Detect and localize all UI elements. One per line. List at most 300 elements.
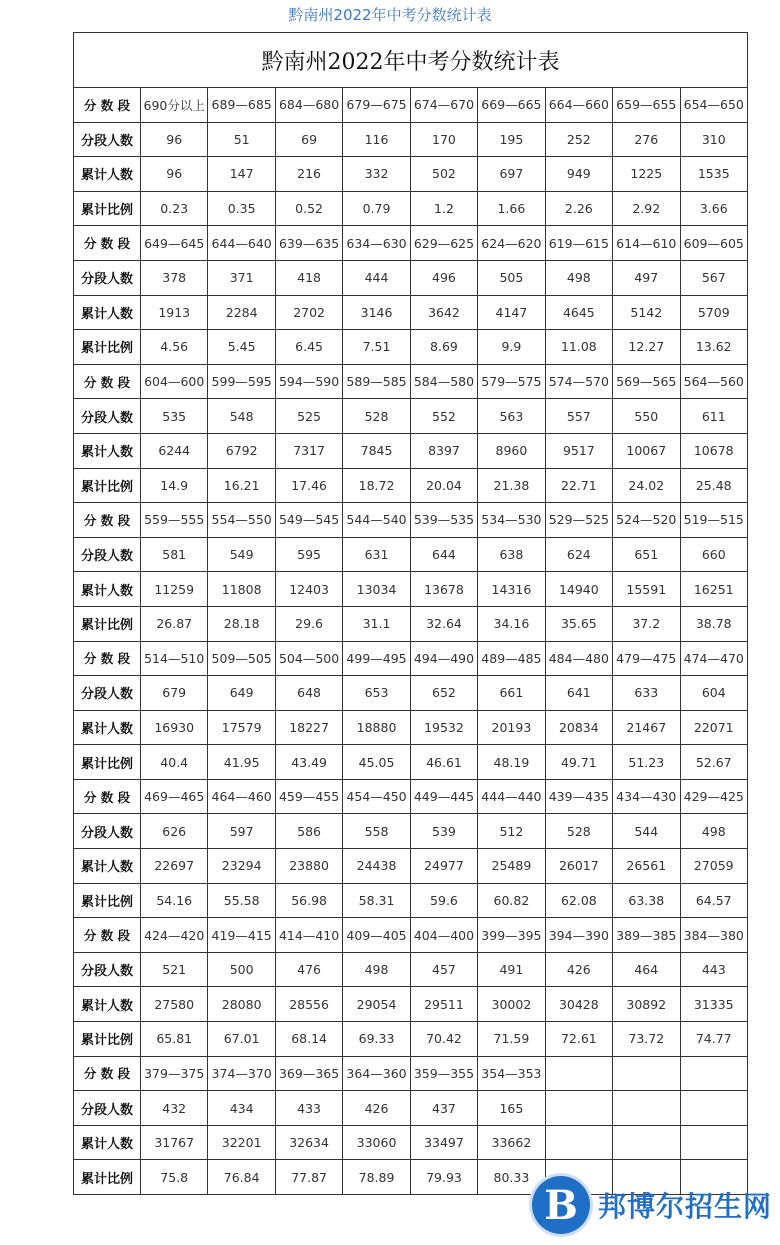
cell-count: 558 [343,814,410,849]
cell-ratio: 3.66 [680,191,748,226]
cell-count: 604 [680,676,748,711]
cell-ratio: 12.27 [613,330,680,365]
cell-count: 476 [275,952,342,987]
cell-range: 664—660 [545,88,612,123]
cell-ratio: 68.14 [275,1022,342,1057]
cell-ratio: 2.92 [613,191,680,226]
cell-count: 96 [141,122,208,157]
row-range [74,918,748,953]
cell-range: 534—530 [478,503,545,538]
cell-range: 629—625 [410,226,477,261]
cell-cumulative: 18227 [275,710,342,745]
row-label-ratio: 累计比例 [74,606,141,641]
cell-range: 564—560 [680,364,748,399]
watermark-logo-icon: B [532,1176,590,1234]
cell-ratio: 25.48 [680,468,748,503]
cell-ratio: 73.72 [613,1022,680,1057]
cell-range: 679—675 [343,88,410,123]
cell-count: 496 [410,260,477,295]
cell-count: 500 [208,952,275,987]
cell-ratio: 69.33 [343,1022,410,1057]
row-label-range: 分 数 段 [74,918,141,953]
cell-count: 552 [410,399,477,434]
cell-cumulative: 28080 [208,987,275,1022]
cell-ratio: 26.87 [141,606,208,641]
cell-range: 414—410 [275,918,342,953]
cell-range: 669—665 [478,88,545,123]
watermark-text: 邦博尔招生网 [598,1190,773,1223]
cell-cumulative: 26561 [613,849,680,884]
cell-count: 581 [141,537,208,572]
cell-count: 652 [410,676,477,711]
row-label-ratio: 累计比例 [74,191,141,226]
cell-ratio: 35.65 [545,606,612,641]
cell-ratio: 0.23 [141,191,208,226]
cell-range: 449—445 [410,779,477,814]
cell-range: 539—535 [410,503,477,538]
row-ratio [74,468,748,503]
cell-range: 594—590 [275,364,342,399]
cell-range: 639—635 [275,226,342,261]
cell-cumulative: 17579 [208,710,275,745]
cell-ratio: 67.01 [208,1022,275,1057]
cell-count: 626 [141,814,208,849]
cell-cumulative: 10678 [680,433,748,468]
row-label-count: 分段人数 [74,676,141,711]
cell-range: 499—495 [343,641,410,676]
row-ratio [74,191,748,226]
cell-ratio: 51.23 [613,745,680,780]
row-count [74,122,748,157]
cell-range: 554—550 [208,503,275,538]
cell-ratio: 32.64 [410,606,477,641]
cell-range: 519—515 [680,503,748,538]
cell-count: 491 [478,952,545,987]
cell-range: 614—610 [613,226,680,261]
cell-ratio: 1.66 [478,191,545,226]
row-cumulative [74,433,748,468]
cell-range: 419—415 [208,918,275,953]
cell-ratio: 0.52 [275,191,342,226]
cell-ratio: 78.89 [343,1160,410,1195]
cell-cumulative: 3146 [343,295,410,330]
row-range [74,364,748,399]
cell-cumulative: 24977 [410,849,477,884]
score-table-sheet [73,32,748,1195]
cell-count: 550 [613,399,680,434]
cell-count: 434 [208,1091,275,1126]
cell-range: 479—475 [613,641,680,676]
cell-cumulative: 7317 [275,433,342,468]
cell-range: 409—405 [343,918,410,953]
cell-range: 584—580 [410,364,477,399]
cell-cumulative: 29054 [343,987,410,1022]
cell-count: 611 [680,399,748,434]
cell-count: 586 [275,814,342,849]
cell-ratio: 5.45 [208,330,275,365]
cell-count: 498 [680,814,748,849]
cell-range: 444—440 [478,779,545,814]
cell-ratio: 17.46 [275,468,342,503]
cell-ratio: 38.78 [680,606,748,641]
cell-count: 624 [545,537,612,572]
cell-range: 689—685 [208,88,275,123]
cell-count: 544 [613,814,680,849]
cell-range: 459—455 [275,779,342,814]
row-cumulative [74,572,748,607]
cell-ratio: 4.56 [141,330,208,365]
row-label-ratio: 累计比例 [74,883,141,918]
cell-range: 634—630 [343,226,410,261]
cell-range: 489—485 [478,641,545,676]
cell-cumulative: 3642 [410,295,477,330]
cell-ratio: 2.26 [545,191,612,226]
cell-cumulative: 22697 [141,849,208,884]
cell-cumulative: 14940 [545,572,612,607]
cell-count: 653 [343,676,410,711]
row-label-cumulative: 累计人数 [74,157,141,192]
cell-range: 624—620 [478,226,545,261]
cell-cumulative: 6792 [208,433,275,468]
cell-ratio: 48.19 [478,745,545,780]
row-label-cumulative: 累计人数 [74,1125,141,1160]
cell-count: 661 [478,676,545,711]
cell-count: 464 [613,952,680,987]
cell-cumulative: 14316 [478,572,545,607]
cell-cumulative: 11808 [208,572,275,607]
cell-cumulative: 1225 [613,157,680,192]
row-label-range: 分 数 段 [74,641,141,676]
cell-range: 424—420 [141,918,208,953]
cell-ratio: 72.61 [545,1022,612,1057]
cell-ratio: 28.18 [208,606,275,641]
cell-count: 528 [343,399,410,434]
row-label-count: 分段人数 [74,537,141,572]
cell-ratio: 8.69 [410,330,477,365]
cell-count: 648 [275,676,342,711]
cell-count: 195 [478,122,545,157]
row-label-range: 分 数 段 [74,779,141,814]
cell-cumulative: 13678 [410,572,477,607]
cell-range: 649—645 [141,226,208,261]
cell-count [680,1091,748,1126]
cell-range [545,1056,612,1091]
cell-ratio: 16.21 [208,468,275,503]
row-ratio [74,745,748,780]
cell-cumulative: 10067 [613,433,680,468]
cell-cumulative: 502 [410,157,477,192]
row-count [74,814,748,849]
cell-cumulative: 4645 [545,295,612,330]
row-cumulative [74,157,748,192]
row-count [74,1091,748,1126]
cell-cumulative: 21467 [613,710,680,745]
cell-cumulative: 2284 [208,295,275,330]
cell-range: 494—490 [410,641,477,676]
cell-range: 509—505 [208,641,275,676]
cell-cumulative: 147 [208,157,275,192]
cell-range: 369—365 [275,1056,342,1091]
cell-cumulative: 1535 [680,157,748,192]
cell-count: 597 [208,814,275,849]
cell-range: 684—680 [275,88,342,123]
cell-cumulative: 30428 [545,987,612,1022]
cell-cumulative: 30002 [478,987,545,1022]
cell-cumulative: 23294 [208,849,275,884]
cell-cumulative: 13034 [343,572,410,607]
cell-cumulative: 20193 [478,710,545,745]
cell-range: 574—570 [545,364,612,399]
cell-range: 654—650 [680,88,748,123]
cell-ratio: 59.6 [410,883,477,918]
cell-ratio: 52.67 [680,745,748,780]
cell-range: 514—510 [141,641,208,676]
row-ratio [74,883,748,918]
cell-count: 660 [680,537,748,572]
cell-ratio: 43.49 [275,745,342,780]
row-range [74,641,748,676]
cell-count: 371 [208,260,275,295]
row-count [74,952,748,987]
row-label-ratio: 累计比例 [74,1160,141,1195]
cell-count: 539 [410,814,477,849]
cell-ratio: 58.31 [343,883,410,918]
cell-ratio: 49.71 [545,745,612,780]
cell-ratio: 45.05 [343,745,410,780]
cell-count: 418 [275,260,342,295]
cell-count: 651 [613,537,680,572]
row-label-count: 分段人数 [74,260,141,295]
cell-cumulative: 31335 [680,987,748,1022]
row-label-range: 分 数 段 [74,1056,141,1091]
cell-count: 633 [613,676,680,711]
cell-count: 69 [275,122,342,157]
cell-cumulative: 8960 [478,433,545,468]
cell-ratio: 14.9 [141,468,208,503]
cell-ratio: 31.1 [343,606,410,641]
cell-cumulative [680,1125,748,1160]
page-title: 黔南州2022年中考分数统计表 [288,6,492,24]
cell-cumulative: 33662 [478,1125,545,1160]
cell-cumulative: 96 [141,157,208,192]
cell-range: 524—520 [613,503,680,538]
cell-count: 443 [680,952,748,987]
cell-cumulative: 32201 [208,1125,275,1160]
row-cumulative [74,987,748,1022]
cell-count: 498 [545,260,612,295]
cell-range: 690分以上 [141,88,208,123]
row-range [74,1056,748,1091]
row-label-ratio: 累计比例 [74,330,141,365]
cell-range: 569—565 [613,364,680,399]
cell-ratio: 62.08 [545,883,612,918]
cell-range: 619—615 [545,226,612,261]
cell-count: 521 [141,952,208,987]
cell-cumulative: 27580 [141,987,208,1022]
cell-count: 563 [478,399,545,434]
cell-count: 252 [545,122,612,157]
cell-cumulative: 26017 [545,849,612,884]
cell-ratio: 6.45 [275,330,342,365]
cell-range: 404—400 [410,918,477,953]
cell-count [613,1091,680,1126]
cell-cumulative: 15591 [613,572,680,607]
cell-ratio: 1.2 [410,191,477,226]
cell-ratio: 18.72 [343,468,410,503]
cell-cumulative: 33060 [343,1125,410,1160]
row-range [74,88,748,123]
cell-count: 170 [410,122,477,157]
cell-cumulative: 1913 [141,295,208,330]
cell-ratio: 29.6 [275,606,342,641]
cell-ratio: 34.16 [478,606,545,641]
cell-cumulative: 332 [343,157,410,192]
cell-count: 432 [141,1091,208,1126]
cell-ratio: 9.9 [478,330,545,365]
cell-count: 528 [545,814,612,849]
cell-count: 505 [478,260,545,295]
cell-cumulative: 11259 [141,572,208,607]
cell-count: 525 [275,399,342,434]
cell-cumulative: 5142 [613,295,680,330]
cell-count: 51 [208,122,275,157]
row-count [74,399,748,434]
cell-cumulative: 27059 [680,849,748,884]
row-label-ratio: 累计比例 [74,468,141,503]
cell-ratio: 13.62 [680,330,748,365]
cell-count: 433 [275,1091,342,1126]
row-label-cumulative: 累计人数 [74,987,141,1022]
cell-cumulative: 31767 [141,1125,208,1160]
cell-range: 429—425 [680,779,748,814]
cell-ratio: 37.2 [613,606,680,641]
cell-count: 457 [410,952,477,987]
cell-count: 567 [680,260,748,295]
cell-cumulative: 5709 [680,295,748,330]
cell-ratio: 21.38 [478,468,545,503]
cell-cumulative: 18880 [343,710,410,745]
cell-ratio: 76.84 [208,1160,275,1195]
cell-count: 631 [343,537,410,572]
cell-cumulative: 16930 [141,710,208,745]
cell-range: 439—435 [545,779,612,814]
cell-cumulative: 6244 [141,433,208,468]
cell-range: 609—605 [680,226,748,261]
row-label-cumulative: 累计人数 [74,710,141,745]
cell-range: 389—385 [613,918,680,953]
cell-count: 426 [545,952,612,987]
cell-range: 359—355 [410,1056,477,1091]
cell-range: 399—395 [478,918,545,953]
table-title-row [74,33,748,88]
row-label-ratio: 累计比例 [74,745,141,780]
row-cumulative [74,710,748,745]
cell-range: 394—390 [545,918,612,953]
cell-count: 512 [478,814,545,849]
row-label-range: 分 数 段 [74,503,141,538]
cell-ratio: 0.35 [208,191,275,226]
cell-cumulative [613,1125,680,1160]
cell-cumulative: 19532 [410,710,477,745]
row-label-range: 分 数 段 [74,226,141,261]
cell-count: 641 [545,676,612,711]
row-label-count: 分段人数 [74,814,141,849]
cell-count: 310 [680,122,748,157]
watermark [532,1176,772,1234]
row-cumulative [74,1125,748,1160]
cell-cumulative: 22071 [680,710,748,745]
cell-range: 434—430 [613,779,680,814]
cell-ratio: 11.08 [545,330,612,365]
row-label-count: 分段人数 [74,399,141,434]
row-cumulative [74,849,748,884]
row-count [74,260,748,295]
cell-count: 595 [275,537,342,572]
cell-range: 599—595 [208,364,275,399]
cell-ratio: 77.87 [275,1160,342,1195]
cell-range: 579—575 [478,364,545,399]
cell-range: 544—540 [343,503,410,538]
cell-ratio: 55.58 [208,883,275,918]
cell-count: 165 [478,1091,545,1126]
cell-count: 444 [343,260,410,295]
row-label-cumulative: 累计人数 [74,433,141,468]
cell-cumulative: 216 [275,157,342,192]
cell-range: 354—353 [478,1056,545,1091]
cell-range: 384—380 [680,918,748,953]
row-label-ratio: 累计比例 [74,1022,141,1057]
row-ratio [74,1022,748,1057]
cell-count: 649 [208,676,275,711]
cell-ratio: 70.42 [410,1022,477,1057]
cell-ratio: 40.4 [141,745,208,780]
cell-range: 674—670 [410,88,477,123]
cell-cumulative: 697 [478,157,545,192]
cell-count: 426 [343,1091,410,1126]
cell-cumulative: 33497 [410,1125,477,1160]
cell-range: 559—555 [141,503,208,538]
cell-cumulative: 23880 [275,849,342,884]
cell-ratio: 46.61 [410,745,477,780]
cell-range: 454—450 [343,779,410,814]
cell-cumulative: 4147 [478,295,545,330]
cell-range: 469—465 [141,779,208,814]
row-label-count: 分段人数 [74,1091,141,1126]
cell-count: 557 [545,399,612,434]
row-label-range: 分 数 段 [74,88,141,123]
cell-count: 276 [613,122,680,157]
table-title: 黔南州2022年中考分数统计表 [74,33,748,88]
cell-cumulative: 8397 [410,433,477,468]
cell-range: 659—655 [613,88,680,123]
cell-range: 549—545 [275,503,342,538]
cell-ratio: 64.57 [680,883,748,918]
row-label-cumulative: 累计人数 [74,295,141,330]
cell-count: 535 [141,399,208,434]
cell-count: 437 [410,1091,477,1126]
row-label-cumulative: 累计人数 [74,572,141,607]
cell-range: 504—500 [275,641,342,676]
cell-range [680,1056,748,1091]
row-range [74,779,748,814]
cell-ratio: 20.04 [410,468,477,503]
cell-cumulative: 32634 [275,1125,342,1160]
cell-count [545,1091,612,1126]
cell-ratio: 0.79 [343,191,410,226]
row-cumulative [74,295,748,330]
cell-cumulative: 30892 [613,987,680,1022]
cell-ratio: 71.59 [478,1022,545,1057]
